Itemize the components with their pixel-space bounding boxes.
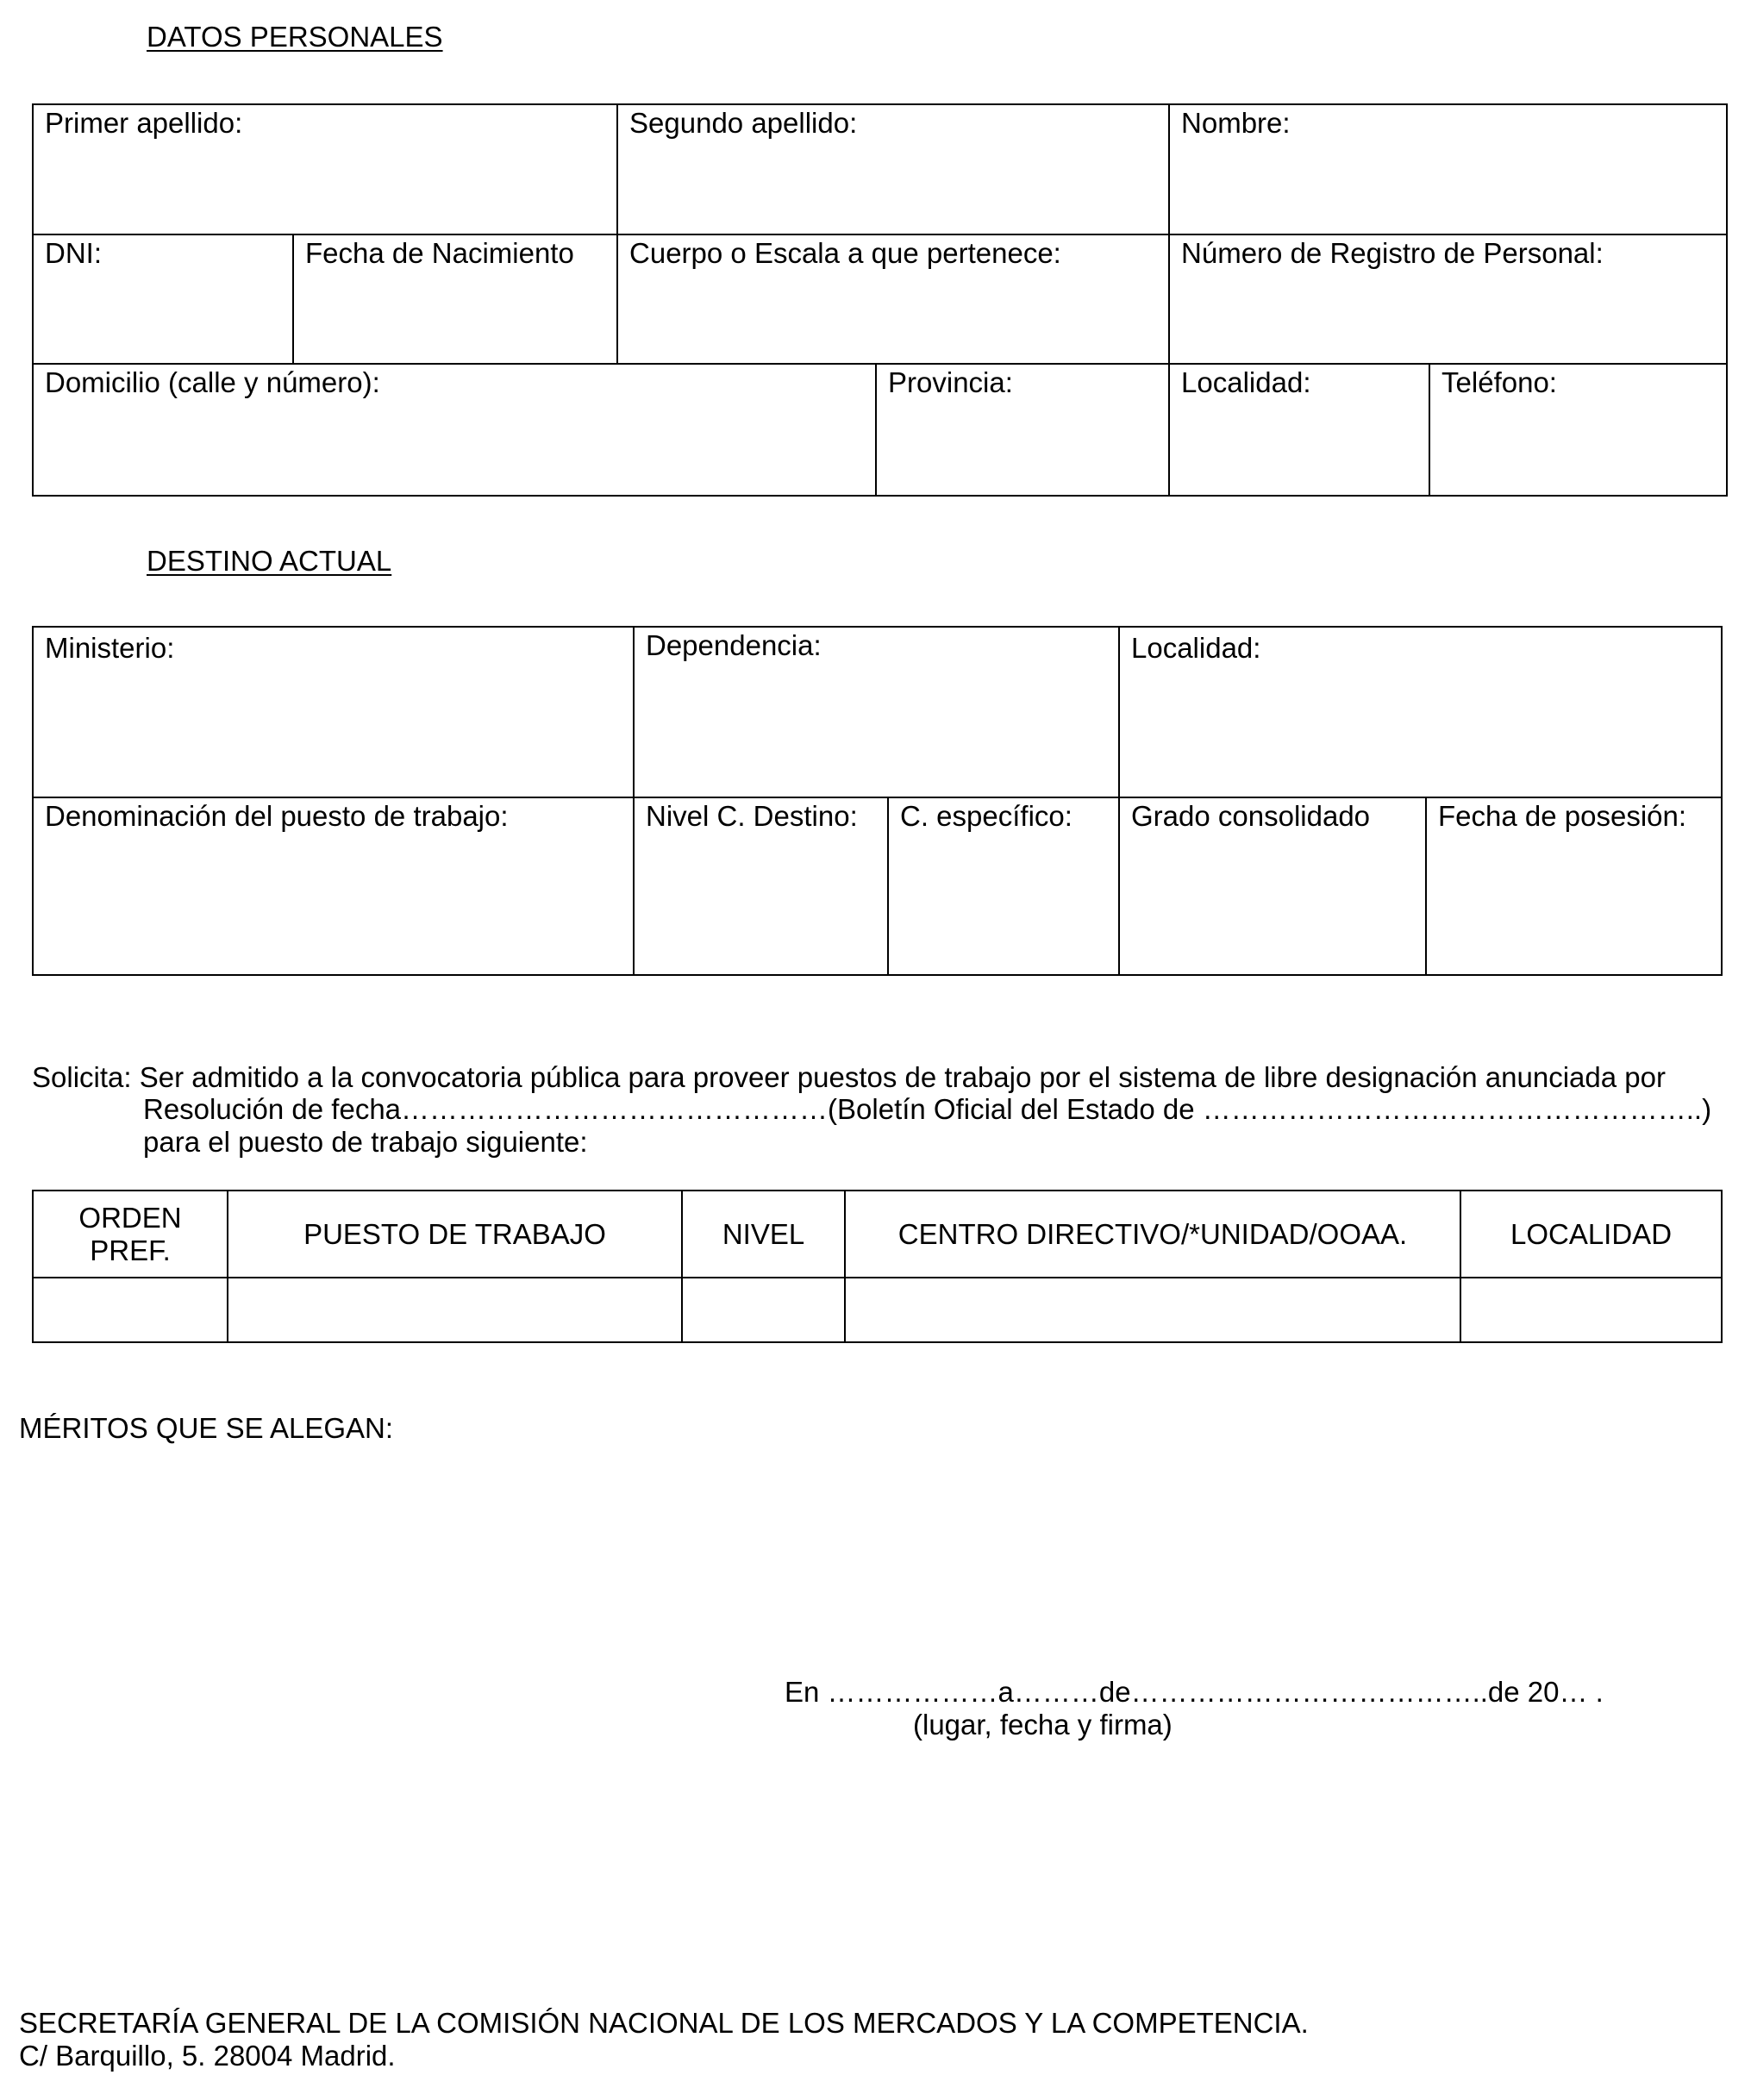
footer-address: C/ Barquillo, 5. 28004 Madrid. [19, 2040, 396, 2072]
footer-organization: SECRETARÍA GENERAL DE LA COMISIÓN NACIONAL DE LOS MERCADOS Y LA COMPETENCIA. [19, 2007, 1309, 2039]
field-dni[interactable] [33, 234, 293, 364]
label-localidad-destino: Localidad: [1131, 632, 1261, 664]
section-heading-datos-personales: DATOS PERSONALES [147, 21, 443, 53]
field-cuerpo-escala[interactable] [617, 234, 1169, 364]
header-centro: CENTRO DIRECTIVO/*UNIDAD/OOAA. [845, 1191, 1460, 1278]
header-nivel: NIVEL [682, 1191, 845, 1278]
header-puesto: PUESTO DE TRABAJO [228, 1191, 682, 1278]
field-segundo-apellido[interactable] [617, 104, 1169, 234]
cell-puesto[interactable] [228, 1278, 682, 1342]
destino-actual-table [32, 626, 1723, 976]
label-cuerpo-escala: Cuerpo o Escala a que pertenece: [629, 237, 1061, 269]
cell-centro[interactable] [845, 1278, 1460, 1342]
label-ministerio: Ministerio: [45, 632, 175, 664]
solicita-line-2: Resolución de fecha………………………………………(Boletín Oficial del Estado de ……………………………………………..) [143, 1093, 1712, 1125]
label-denominacion: Denominación del puesto de trabajo: [45, 800, 509, 832]
label-segundo-apellido: Segundo apellido: [629, 107, 858, 139]
firma-caption: (lugar, fecha y firma) [913, 1709, 1173, 1741]
field-fecha-nacimiento[interactable] [293, 234, 617, 364]
table-row [33, 1278, 1722, 1342]
field-denominacion[interactable] [33, 797, 634, 975]
field-domicilio[interactable] [33, 364, 876, 496]
field-dependencia[interactable] [634, 627, 1119, 797]
puestos-table [32, 1190, 1723, 1343]
label-provincia: Provincia: [888, 366, 1013, 398]
label-dependencia: Dependencia: [646, 629, 822, 661]
solicita-line-3: para el puesto de trabajo siguiente: [143, 1126, 588, 1158]
header-orden-line-2: PREF. [90, 1234, 171, 1266]
field-nombre[interactable] [1169, 104, 1727, 234]
field-localidad[interactable] [1169, 364, 1429, 496]
datos-personales-table [32, 103, 1728, 497]
label-localidad: Localidad: [1181, 366, 1311, 398]
field-numero-registro[interactable] [1169, 234, 1727, 364]
header-orden-pref [33, 1191, 228, 1278]
cell-nivel[interactable] [682, 1278, 845, 1342]
meritos-label: MÉRITOS QUE SE ALEGAN: [19, 1412, 394, 1444]
label-primer-apellido: Primer apellido: [45, 107, 243, 139]
field-telefono[interactable] [1429, 364, 1727, 496]
label-nombre: Nombre: [1181, 107, 1291, 139]
cell-orden[interactable] [33, 1278, 228, 1342]
label-c-especifico: C. específico: [900, 800, 1072, 832]
cell-localidad[interactable] [1460, 1278, 1722, 1342]
header-orden-line-1: ORDEN [78, 1201, 182, 1234]
solicita-line-1: Solicita: Ser admitido a la convocatoria pública para proveer puestos de trabajo por el sistema de libre designación anunciada por [32, 1061, 1666, 1093]
field-provincia[interactable] [876, 364, 1169, 496]
label-fecha-nacimiento: Fecha de Nacimiento [305, 237, 574, 269]
field-fecha-posesion[interactable] [1426, 797, 1722, 975]
label-telefono: Teléfono: [1441, 366, 1557, 398]
label-domicilio: Domicilio (calle y número): [45, 366, 380, 398]
section-heading-destino-actual: DESTINO ACTUAL [147, 545, 392, 577]
field-ministerio[interactable] [33, 627, 634, 797]
label-numero-registro: Número de Registro de Personal: [1181, 237, 1604, 269]
label-dni: DNI: [45, 237, 102, 269]
label-nivel-destino: Nivel C. Destino: [646, 800, 858, 832]
field-localidad-destino[interactable] [1119, 627, 1722, 797]
field-c-especifico[interactable] [888, 797, 1119, 975]
field-grado-consolidado[interactable] [1119, 797, 1426, 975]
firma-line: En ………………a………de………………………………..de 20… . [785, 1676, 1604, 1708]
label-fecha-posesion: Fecha de posesión: [1438, 800, 1687, 832]
label-grado-consolidado: Grado consolidado [1131, 800, 1371, 832]
field-nivel-destino[interactable] [634, 797, 888, 975]
field-primer-apellido[interactable] [33, 104, 617, 234]
header-localidad: LOCALIDAD [1460, 1191, 1722, 1278]
